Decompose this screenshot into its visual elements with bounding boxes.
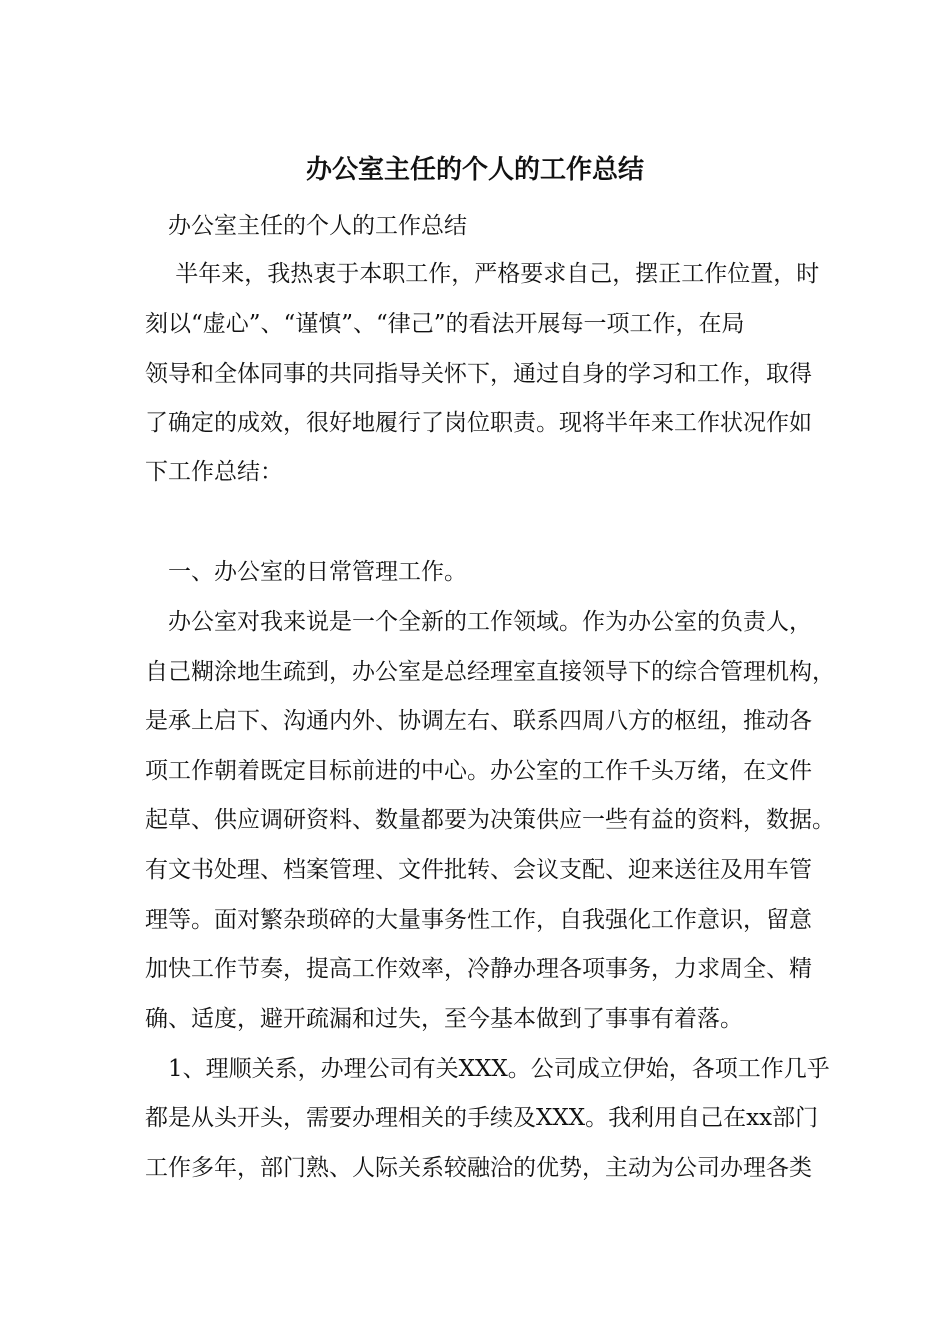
paragraph-line: 1、理顺关系，办理公司有关XXX。公司成立伊始，各项工作几乎 xyxy=(145,1056,830,1082)
paragraph-line: 刻以“虚心”、“谨慎”、“律己”的看法开展每一项工作，在局 xyxy=(145,311,745,337)
paragraph-line: 领导和全体同事的共同指导关怀下，通过自身的学习和工作，取得 xyxy=(145,361,812,387)
paragraph-line: 确、适度，避开疏漏和过失，至今基本做到了事事有着落。 xyxy=(145,1006,743,1032)
paragraph-line: 项工作朝着既定目标前进的中心。办公室的工作千头万绪，在文件 xyxy=(145,758,812,784)
paragraph-line: 加快工作节奏，提高工作效率，冷静办理各项事务，力求周全、精 xyxy=(145,956,812,982)
paragraph-line: 起草、供应调研资料、数量都要为决策供应一些有益的资料，数据。 xyxy=(145,807,835,833)
paragraph-line: 有文书处理、档案管理、文件批转、会议支配、迎来送往及用车管 xyxy=(145,857,812,883)
paragraph-line: 理等。面对繁杂琐碎的大量事务性工作，自我强化工作意识，留意 xyxy=(145,907,812,933)
section-heading: 一、办公室的日常管理工作。 xyxy=(145,559,467,585)
paragraph-line: 是承上启下、沟通内外、协调左右、联系四周八方的枢纽，推动各 xyxy=(145,708,812,734)
subtitle-line: 办公室主任的个人的工作总结 xyxy=(145,213,467,239)
paragraph-line: 自己糊涂地生疏到，办公室是总经理室直接领导下的综合管理机构， xyxy=(145,659,835,685)
paragraph-line: 下工作总结： xyxy=(145,459,283,485)
document-title: 办公室主任的个人的工作总结 xyxy=(305,155,644,185)
paragraph-line: 了确定的成效，很好地履行了岗位职责。现将半年来工作状况作如 xyxy=(145,410,812,436)
paragraph-line: 办公室对我来说是一个全新的工作领域。作为办公室的负责人， xyxy=(145,609,812,635)
paragraph-line: 半年来，我热衷于本职工作，严格要求自己，摆正工作位置，时 xyxy=(145,261,820,287)
paragraph-line: 都是从头开头，需要办理相关的手续及XXX。我利用自己在xx部门 xyxy=(145,1105,819,1131)
paragraph-line: 工作多年，部门熟、人际关系较融洽的优势，主动为公司办理各类 xyxy=(145,1155,812,1181)
